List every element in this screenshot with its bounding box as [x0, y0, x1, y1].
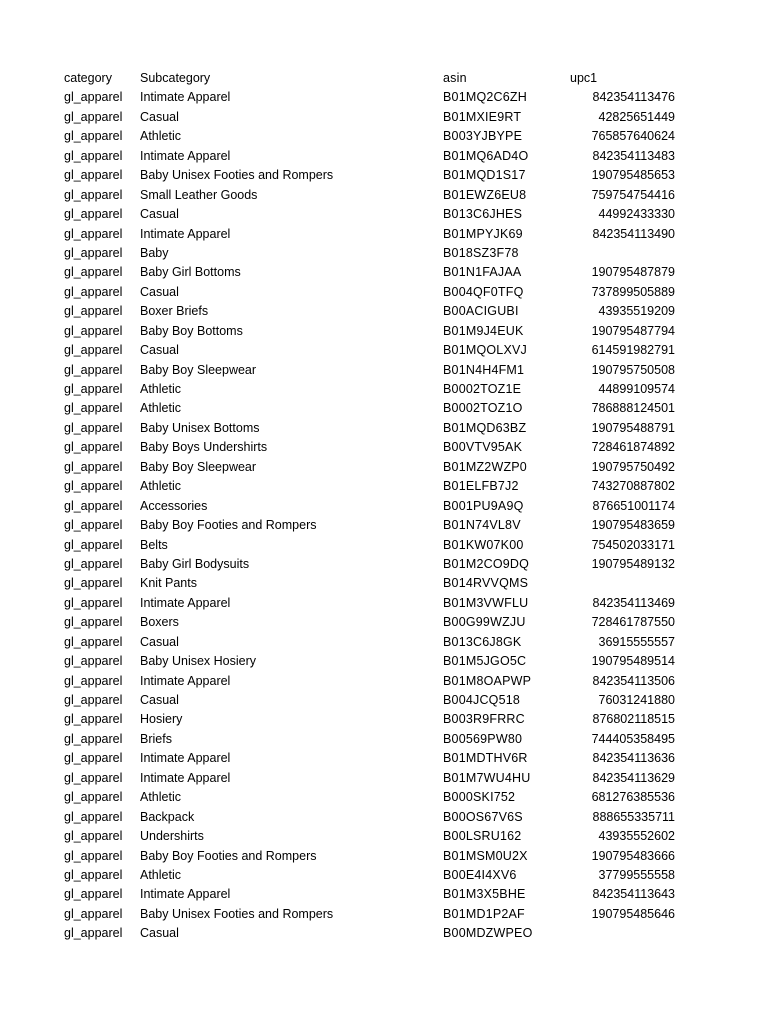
- cell-category: gl_apparel: [64, 556, 123, 571]
- table-row: [0, 924, 768, 943]
- cell-asin: B00MDZWPEO: [443, 926, 533, 941]
- cell-upc1: 190795489132: [591, 556, 675, 571]
- cell-upc1: 190795489514: [591, 654, 675, 669]
- cell-subcategory: Baby Boy Sleepwear: [140, 362, 257, 377]
- table-row: [0, 88, 768, 107]
- cell-asin: B01M5JGO5C: [443, 654, 527, 669]
- cell-asin: B00LSRU162: [443, 829, 522, 844]
- cell-category: gl_apparel: [64, 809, 123, 824]
- cell-subcategory: Intimate Apparel: [140, 751, 231, 766]
- cell-category: gl_apparel: [64, 829, 123, 844]
- cell-upc1: 44899109574: [598, 382, 675, 396]
- cell-asin: B00E4I4XV6: [443, 867, 517, 882]
- header-subcategory: Subcategory: [140, 71, 211, 85]
- cell-subcategory: Intimate Apparel: [140, 595, 231, 610]
- cell-upc1: 842354113490: [592, 226, 675, 241]
- cell-upc1: 876802118515: [592, 712, 675, 727]
- cell-upc1: 765857640624: [591, 129, 675, 144]
- cell-subcategory: Intimate Apparel: [140, 887, 231, 902]
- table-row: [0, 225, 768, 244]
- cell-category: gl_apparel: [64, 304, 123, 319]
- table-row: [0, 186, 768, 205]
- cell-category: gl_apparel: [64, 226, 123, 241]
- table-row: [0, 866, 768, 885]
- cell-category: gl_apparel: [64, 129, 123, 144]
- cell-category: gl_apparel: [64, 751, 123, 766]
- cell-category: gl_apparel: [64, 459, 123, 474]
- header-asin: asin: [443, 71, 467, 85]
- cell-subcategory: Baby Girl Bodysuits: [140, 556, 250, 571]
- cell-category: gl_apparel: [64, 109, 123, 124]
- cell-asin: B001PU9A9Q: [443, 498, 524, 513]
- cell-asin: B004QF0TFQ: [443, 284, 524, 299]
- cell-subcategory: Baby Boy Footies and Rompers: [140, 848, 317, 863]
- cell-asin: B003YJBYPE: [443, 129, 523, 144]
- cell-subcategory: Hosiery: [140, 712, 183, 727]
- cell-asin: B01MSM0U2X: [443, 848, 528, 863]
- cell-asin: B01KW07K00: [443, 537, 524, 552]
- cell-asin: B0002TOZ1E: [443, 382, 522, 396]
- cell-subcategory: Casual: [140, 109, 179, 124]
- table-row: [0, 302, 768, 321]
- cell-subcategory: Baby Boy Bottoms: [140, 323, 243, 338]
- cell-subcategory: Athletic: [140, 129, 181, 144]
- cell-asin: B01M7WU4HU: [443, 770, 531, 785]
- table-row: [0, 633, 768, 652]
- cell-category: gl_apparel: [64, 906, 123, 921]
- cell-category: gl_apparel: [64, 148, 123, 163]
- cell-upc1: 190795485653: [591, 168, 675, 183]
- cell-category: gl_apparel: [64, 265, 123, 280]
- table-row: [0, 827, 768, 846]
- table-row: [0, 710, 768, 729]
- cell-upc1: 36915555557: [598, 634, 675, 649]
- cell-upc1: 737899505889: [591, 284, 675, 299]
- table-row: [0, 769, 768, 788]
- cell-category: gl_apparel: [64, 537, 123, 552]
- table-row: [0, 749, 768, 768]
- cell-subcategory: Baby Boys Undershirts: [140, 440, 268, 455]
- cell-upc1: 42825651449: [598, 109, 675, 124]
- cell-category: gl_apparel: [64, 790, 123, 805]
- cell-subcategory: Athletic: [140, 401, 181, 416]
- cell-category: gl_apparel: [64, 731, 123, 746]
- cell-asin: B01M8OAPWP: [443, 673, 532, 688]
- table-row: [0, 166, 768, 185]
- cell-subcategory: Boxer Briefs: [140, 304, 209, 319]
- cell-asin: B01N74VL8V: [443, 518, 521, 533]
- cell-subcategory: Intimate Apparel: [140, 673, 231, 688]
- cell-subcategory: Baby Unisex Hosiery: [140, 654, 257, 669]
- cell-asin: B00ACIGUBI: [443, 304, 519, 319]
- cell-asin: B01M9J4EUK: [443, 323, 524, 338]
- cell-category: gl_apparel: [64, 770, 123, 785]
- cell-subcategory: Backpack: [140, 809, 195, 824]
- cell-category: gl_apparel: [64, 887, 123, 902]
- cell-subcategory: Intimate Apparel: [140, 148, 231, 163]
- cell-asin: B004JCQ518: [443, 693, 521, 707]
- table-row: [0, 730, 768, 749]
- cell-category: gl_apparel: [64, 595, 123, 610]
- cell-upc1: 37799555558: [598, 867, 675, 882]
- cell-subcategory: Baby Boy Sleepwear: [140, 459, 257, 474]
- cell-category: gl_apparel: [64, 615, 123, 630]
- table-row: [0, 905, 768, 924]
- cell-subcategory: Baby Girl Bottoms: [140, 265, 241, 280]
- cell-category: gl_apparel: [64, 382, 123, 396]
- cell-upc1: 743270887802: [591, 479, 675, 494]
- cell-asin: B000SKI752: [443, 790, 516, 805]
- cell-upc1: 190795483666: [591, 848, 675, 863]
- cell-subcategory: Baby Unisex Footies and Rompers: [140, 168, 334, 183]
- cell-subcategory: Intimate Apparel: [140, 226, 231, 241]
- cell-category: gl_apparel: [64, 187, 123, 202]
- cell-upc1: 728461787550: [591, 615, 675, 630]
- cell-category: gl_apparel: [64, 401, 123, 416]
- cell-upc1: 786888124501: [591, 401, 675, 416]
- cell-asin: B0002TOZ1O: [443, 401, 523, 416]
- cell-upc1: 842354113506: [592, 673, 675, 688]
- cell-category: gl_apparel: [64, 848, 123, 863]
- cell-upc1: 842354113483: [592, 148, 675, 163]
- cell-upc1: 842354113469: [592, 595, 675, 610]
- cell-subcategory: Casual: [140, 207, 179, 222]
- cell-upc1: 190795487879: [591, 265, 675, 280]
- table-row: [0, 283, 768, 302]
- cell-subcategory: Small Leather Goods: [140, 187, 258, 202]
- table-row: [0, 672, 768, 691]
- cell-upc1: 888655335711: [592, 809, 675, 824]
- cell-subcategory: Belts: [140, 537, 168, 552]
- table-row: [0, 127, 768, 146]
- table-row: [0, 885, 768, 904]
- cell-subcategory: Casual: [140, 284, 179, 299]
- cell-upc1: 190795750492: [591, 459, 675, 474]
- table-row: [0, 516, 768, 535]
- cell-upc1: 43935519209: [598, 304, 675, 319]
- cell-upc1: 876651001174: [592, 498, 675, 513]
- cell-subcategory: Knit Pants: [140, 576, 197, 591]
- cell-upc1: 744405358495: [591, 731, 675, 746]
- cell-upc1: 76031241880: [598, 693, 675, 707]
- cell-category: gl_apparel: [64, 673, 123, 688]
- cell-asin: B003R9FRRC: [443, 712, 525, 727]
- spreadsheet-table: [0, 69, 768, 944]
- table-row: [0, 361, 768, 380]
- cell-asin: B01MXIE9RT: [443, 109, 522, 124]
- cell-asin: B014RVVQMS: [443, 576, 529, 591]
- cell-subcategory: Baby Boy Footies and Rompers: [140, 518, 317, 533]
- cell-category: gl_apparel: [64, 712, 123, 727]
- table-row: [0, 263, 768, 282]
- cell-category: gl_apparel: [64, 634, 123, 649]
- cell-category: gl_apparel: [64, 576, 123, 591]
- cell-upc1: 190795483659: [591, 518, 675, 533]
- cell-subcategory: Undershirts: [140, 829, 204, 844]
- cell-subcategory: Boxers: [140, 615, 179, 630]
- cell-upc1: 759754754416: [591, 187, 675, 202]
- cell-asin: B01MD1P2AF: [443, 906, 525, 921]
- cell-category: gl_apparel: [64, 90, 123, 105]
- cell-category: gl_apparel: [64, 440, 123, 455]
- table-row: [0, 536, 768, 555]
- cell-category: gl_apparel: [64, 498, 123, 513]
- table-row: [0, 555, 768, 574]
- cell-asin: B018SZ3F78: [443, 245, 519, 260]
- cell-asin: B00VTV95AK: [443, 440, 523, 455]
- cell-subcategory: Athletic: [140, 790, 181, 805]
- cell-category: gl_apparel: [64, 479, 123, 494]
- table-row: [0, 108, 768, 127]
- cell-subcategory: Intimate Apparel: [140, 770, 231, 785]
- cell-category: gl_apparel: [64, 284, 123, 299]
- cell-category: gl_apparel: [64, 693, 123, 707]
- cell-category: gl_apparel: [64, 168, 123, 183]
- cell-subcategory: Baby: [140, 245, 169, 260]
- cell-asin: B00569PW80: [443, 731, 523, 746]
- header-upc1: upc1: [570, 71, 598, 85]
- cell-category: gl_apparel: [64, 343, 123, 358]
- cell-asin: B01MQD63BZ: [443, 420, 527, 435]
- cell-asin: B013C6JHES: [443, 207, 523, 222]
- table-row: [0, 691, 768, 710]
- cell-category: gl_apparel: [64, 323, 123, 338]
- cell-asin: B00OS67V6S: [443, 809, 523, 824]
- table-row: [0, 652, 768, 671]
- cell-subcategory: Accessories: [140, 498, 208, 513]
- cell-asin: B01MQ2C6ZH: [443, 90, 527, 105]
- cell-subcategory: Casual: [140, 926, 179, 941]
- cell-upc1: 842354113476: [592, 90, 675, 105]
- cell-category: gl_apparel: [64, 926, 123, 941]
- cell-category: gl_apparel: [64, 518, 123, 533]
- table-row: [0, 205, 768, 224]
- cell-category: gl_apparel: [64, 654, 123, 669]
- table-row: [0, 147, 768, 166]
- header-row: [0, 69, 768, 88]
- cell-category: gl_apparel: [64, 867, 123, 882]
- cell-upc1: 190795485646: [591, 906, 675, 921]
- cell-upc1: 842354113629: [592, 770, 675, 785]
- table-row: [0, 458, 768, 477]
- cell-asin: B01MQ6AD4O: [443, 148, 529, 163]
- cell-asin: B01MQOLXVJ: [443, 343, 527, 358]
- cell-upc1: 43935552602: [598, 829, 675, 844]
- cell-asin: B01N1FAJAA: [443, 265, 522, 280]
- cell-upc1: 190795750508: [591, 362, 675, 377]
- cell-subcategory: Intimate Apparel: [140, 90, 231, 105]
- table-row: [0, 613, 768, 632]
- table-row: [0, 808, 768, 827]
- cell-asin: B01EWZ6EU8: [443, 187, 527, 202]
- cell-asin: B01MPYJK69: [443, 226, 523, 241]
- cell-upc1: 190795488791: [591, 420, 675, 435]
- table-row: [0, 380, 768, 399]
- cell-asin: B01MZ2WZP0: [443, 459, 527, 474]
- table-row: [0, 322, 768, 341]
- cell-asin: B01MDTHV6R: [443, 751, 528, 766]
- cell-upc1: 842354113636: [592, 751, 675, 766]
- table-row: [0, 341, 768, 360]
- cell-upc1: 842354113643: [592, 887, 675, 902]
- cell-upc1: 44992433330: [598, 207, 675, 222]
- table-row: [0, 847, 768, 866]
- cell-upc1: 614591982791: [591, 343, 675, 358]
- cell-subcategory: Casual: [140, 343, 179, 358]
- cell-asin: B01N4H4FM1: [443, 362, 525, 377]
- cell-subcategory: Baby Unisex Bottoms: [140, 420, 260, 435]
- cell-subcategory: Briefs: [140, 731, 172, 746]
- cell-upc1: 190795487794: [591, 323, 675, 338]
- cell-subcategory: Casual: [140, 693, 179, 707]
- table-row: [0, 788, 768, 807]
- table-row: [0, 574, 768, 593]
- cell-category: gl_apparel: [64, 207, 123, 222]
- cell-category: gl_apparel: [64, 245, 123, 260]
- cell-upc1: 754502033171: [591, 537, 675, 552]
- cell-asin: B013C6J8GK: [443, 634, 522, 649]
- cell-subcategory: Baby Unisex Footies and Rompers: [140, 906, 334, 921]
- cell-asin: B01MQD1S17: [443, 168, 526, 183]
- table-row: [0, 399, 768, 418]
- cell-category: gl_apparel: [64, 420, 123, 435]
- cell-subcategory: Athletic: [140, 867, 181, 882]
- cell-asin: B01ELFB7J2: [443, 479, 519, 494]
- table-row: [0, 594, 768, 613]
- cell-asin: B00G99WZJU: [443, 615, 526, 630]
- table-row: [0, 438, 768, 457]
- cell-subcategory: Athletic: [140, 479, 181, 494]
- table-row: [0, 244, 768, 263]
- cell-subcategory: Athletic: [140, 382, 181, 396]
- cell-asin: B01M2CO9DQ: [443, 556, 530, 571]
- cell-asin: B01M3VWFLU: [443, 595, 529, 610]
- cell-category: gl_apparel: [64, 362, 123, 377]
- header-category: category: [64, 71, 112, 85]
- cell-upc1: 728461874892: [591, 440, 675, 455]
- table-row: [0, 497, 768, 516]
- table-body: [0, 88, 768, 943]
- table-row: [0, 477, 768, 496]
- cell-upc1: 681276385536: [591, 790, 675, 805]
- cell-subcategory: Casual: [140, 634, 179, 649]
- table-row: [0, 419, 768, 438]
- cell-asin: B01M3X5BHE: [443, 887, 526, 902]
